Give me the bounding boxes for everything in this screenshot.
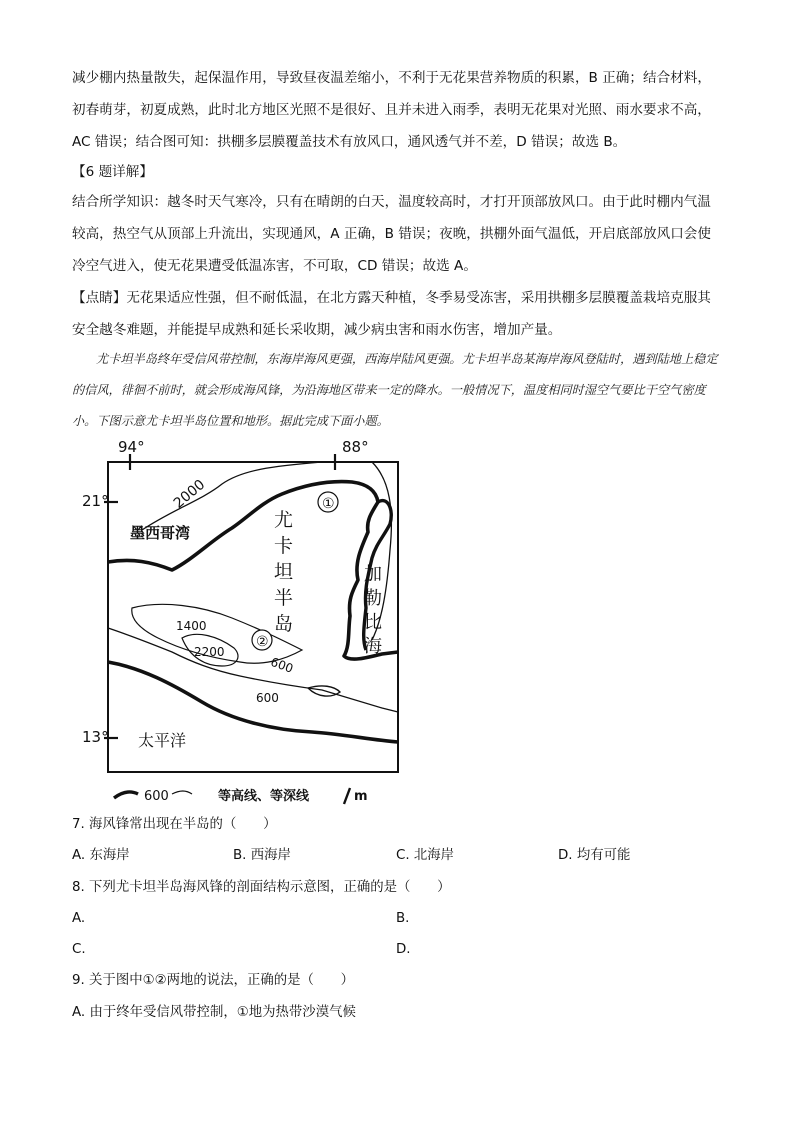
label-caribbean-4: 海 [364, 636, 382, 657]
label-contour-600-a: 600 [268, 654, 296, 676]
label-peninsula-1: 尤 [274, 509, 294, 531]
yucatan-map [72, 440, 412, 810]
question-8-option-c: C. [72, 942, 86, 957]
question-9-stem: 9. 关于图中①②两地的说法，正确的是（ ） [72, 973, 355, 988]
lat-label-13: 13° [82, 728, 109, 746]
q6-heading: 【6 题详解】 [72, 164, 153, 180]
explanation-paragraph-6: 结合所学知识：越冬时天气寒冷，只有在晴朗的白天，温度较高时，才打开顶部放风口。由于此时棚内气温较高，热空气从顶部上升流出，实现通风，A 正确，B 错误；夜晚，拱棚外面气温低，开启底部放风口会使冷空气进入，使无花果遭受低温冻害，不可取，CD 错误；故选 A。 [72, 194, 711, 274]
coastline-pacific [108, 662, 398, 742]
question-7-option-a: A. 东海岸 [72, 848, 130, 863]
legend-slash [344, 788, 350, 804]
question-9-option-a: A. 由于终年受信风带控制，①地为热带沙漠气候 [72, 1005, 356, 1020]
lon-label-94: 94° [118, 440, 145, 456]
legend-text: 等高线、等深线 [218, 789, 310, 804]
label-isobath-2000: 2000 [170, 476, 209, 512]
isobath-2000 [142, 462, 391, 640]
question-7-stem: 7. 海风锋常出现在半岛的（ ） [72, 817, 277, 832]
label-point-1: ① [322, 496, 335, 512]
label-caribbean-1: 加 [364, 564, 382, 585]
label-gulf-of-mexico: 墨西哥湾 [130, 524, 191, 542]
label-peninsula-4: 半 [274, 587, 294, 609]
label-caribbean-2: 勒 [364, 588, 382, 609]
label-contour-2200: 2200 [194, 645, 225, 659]
question-8-option-b: B. [396, 911, 410, 926]
question-7-option-d: D. 均有可能 [558, 848, 631, 863]
label-peninsula-3: 坦 [274, 561, 294, 583]
map-figure [72, 440, 412, 810]
question-7-option-b: B. 西海岸 [233, 848, 291, 863]
lat-label-21: 21° [82, 492, 109, 510]
label-caribbean-3: 比 [364, 612, 382, 633]
legend-value: 600 [144, 789, 169, 804]
label-pacific: 太平洋 [138, 731, 187, 750]
label-point-2: ② [256, 634, 269, 650]
question-8-option-d: D. [396, 942, 411, 957]
label-contour-1400: 1400 [176, 619, 207, 633]
key-point-paragraph: 【点睛】无花果适应性强，但不耐低温，在北方露天种植，冬季易受冻害，采用拱棚多层膜覆盖栽培克服其安全越冬难题，并能提早成熟和延长采收期，减少病虫害和雨水伤害，增加产量。 [72, 290, 711, 338]
coastline-north [108, 482, 398, 659]
question-8-stem: 8. 下列尤卡坦半岛海风锋的剖面结构示意图，正确的是（ ） [72, 880, 451, 895]
label-peninsula-2: 卡 [274, 535, 294, 557]
material-intro: 尤卡坦半岛终年受信风带控制，东海岸海风更强，西海岸陆风更强。尤卡坦半岛某海岸海风登陆时，遇到陆地上稳定的信风，徘徊不前时，就会形成海风锋，为沿海地区带来一定的降水。一般情况下，温度相同时湿空气要比干空气密度小。下图示意尤卡坦半岛位置和地形。据此完成下面小题。 [72, 352, 718, 428]
map-frame [108, 462, 398, 772]
label-peninsula-5: 岛 [274, 613, 294, 635]
lon-label-88: 88° [342, 440, 369, 456]
question-7-option-c: C. 北海岸 [396, 848, 455, 863]
question-8-option-a: A. [72, 911, 86, 926]
legend-thick-line [114, 792, 138, 798]
label-contour-600-b: 600 [256, 691, 279, 705]
legend-unit: m [354, 789, 368, 804]
explanation-paragraph-5: 减少棚内热量散失，起保温作用，导致昼夜温差缩小，不利于无花果营养物质的积累，B 正确；结合材料，初春萌芽，初夏成熟，此时北方地区光照不是很好、且并未进入雨季，表明无花果对光照、雨水要求不高，AC 错误；结合图可知：拱棚多层膜覆盖技术有放风口，通风透气并不差，D 错误；故选 B。 [72, 70, 711, 150]
legend-thin-line [172, 791, 192, 794]
